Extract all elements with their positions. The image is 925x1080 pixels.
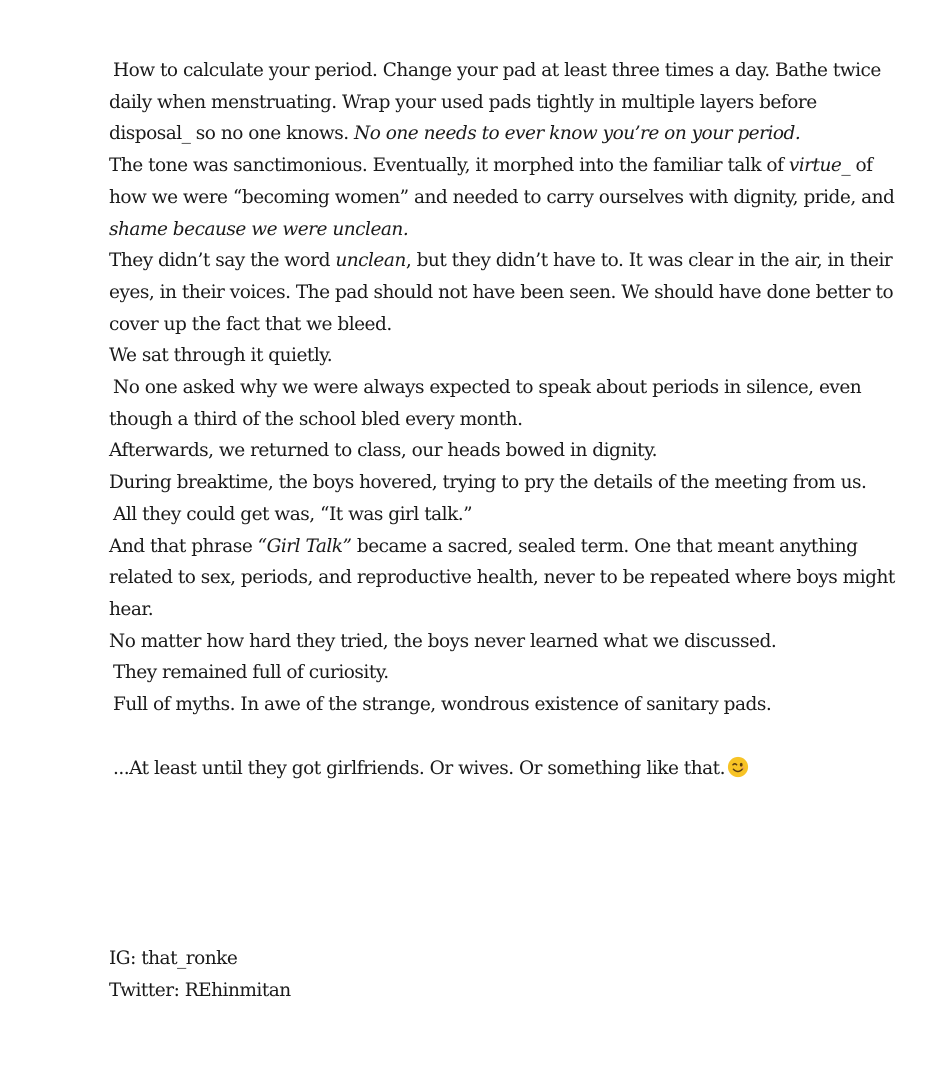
text-line (109, 531, 865, 563)
text-line (109, 118, 865, 150)
text-span: All they could get was, “It was girl talk.” (113, 503, 473, 525)
text-span: How to calculate your period. Change your pad at least three times a day. Bathe twice (113, 60, 881, 81)
twitter-handle: Twitter: REhinmitan (109, 979, 291, 1001)
italic-text: unclean (335, 250, 406, 272)
italic-text: virtue_ (788, 155, 851, 177)
text-line (109, 435, 865, 467)
italic-text: No one needs to ever know you’re on your period. (354, 123, 801, 145)
text-line (109, 467, 865, 499)
text-line (109, 150, 873, 182)
italic-text: shame because we were unclean. (109, 218, 409, 240)
text-span: eyes, in their voices. The pad should not have been seen. We should have done better to (109, 281, 894, 303)
text-span: how we were “becoming women” and needed to carry ourselves with dignity, pride, and (109, 186, 895, 208)
text-span: No matter how hard they tried, the boys never learned what we discussed. (109, 630, 777, 652)
text-line (109, 340, 865, 372)
text-span: We sat through it quietly. (109, 345, 333, 367)
text-span: related to sex, periods, and reproductive health, never to be repeated where boys might (109, 567, 895, 589)
text-span: of (850, 155, 873, 177)
text-line (109, 182, 895, 214)
text-span: Full of myths. In awe of the strange, wondrous existence of sanitary pads. (113, 694, 772, 716)
italic-text: “Girl Talk” (257, 535, 352, 557)
text-line (109, 626, 865, 658)
text-span: ...At least until they got girlfriends. Or wives. Or something like that. (113, 757, 725, 779)
text-line (109, 87, 865, 119)
text-span: daily when menstruating. Wrap your used pads tightly in multiple layers before (109, 91, 817, 113)
body-text (109, 55, 895, 784)
winking-face-icon (727, 756, 749, 778)
text-span: hear. (109, 598, 154, 620)
text-line (109, 55, 881, 87)
text-span: disposal_ so no one knows. (109, 123, 354, 145)
text-span: During breaktime, the boys hovered, trying to pry the details of the meeting from us. (109, 472, 867, 494)
text-span: , but they didn’t have to. It was clear in the air, in their (405, 250, 893, 272)
blank-line (109, 721, 865, 753)
text-line (109, 309, 865, 341)
text-line (109, 372, 865, 404)
text-line (109, 277, 894, 309)
text-span: became a sacred, sealed term. One that meant anything (351, 535, 858, 557)
text-line (109, 753, 865, 785)
text-line (109, 689, 865, 721)
text-line (109, 404, 865, 436)
text-span: Afterwards, we returned to class, our heads bowed in dignity. (109, 440, 657, 462)
text-span: No one asked why we were always expected to speak about periods in silence, even (113, 377, 862, 399)
text-line (109, 499, 865, 531)
text-span: though a third of the school bled every month. (109, 408, 523, 430)
text-line (109, 657, 865, 689)
text-span: They remained full of curiosity. (113, 662, 389, 684)
footer (109, 943, 291, 1006)
text-line (109, 245, 893, 277)
text-line (109, 562, 895, 594)
text-span: And that phrase (109, 535, 258, 557)
text-span: cover up the fact that we bleed. (109, 313, 392, 335)
text-line (109, 214, 865, 246)
text-line (109, 594, 865, 626)
text-span: The tone was sanctimonious. Eventually, it morphed into the familiar talk of (109, 155, 789, 177)
instagram-handle: IG: that_ronke (109, 948, 238, 969)
text-span: They didn’t say the word (109, 250, 336, 272)
